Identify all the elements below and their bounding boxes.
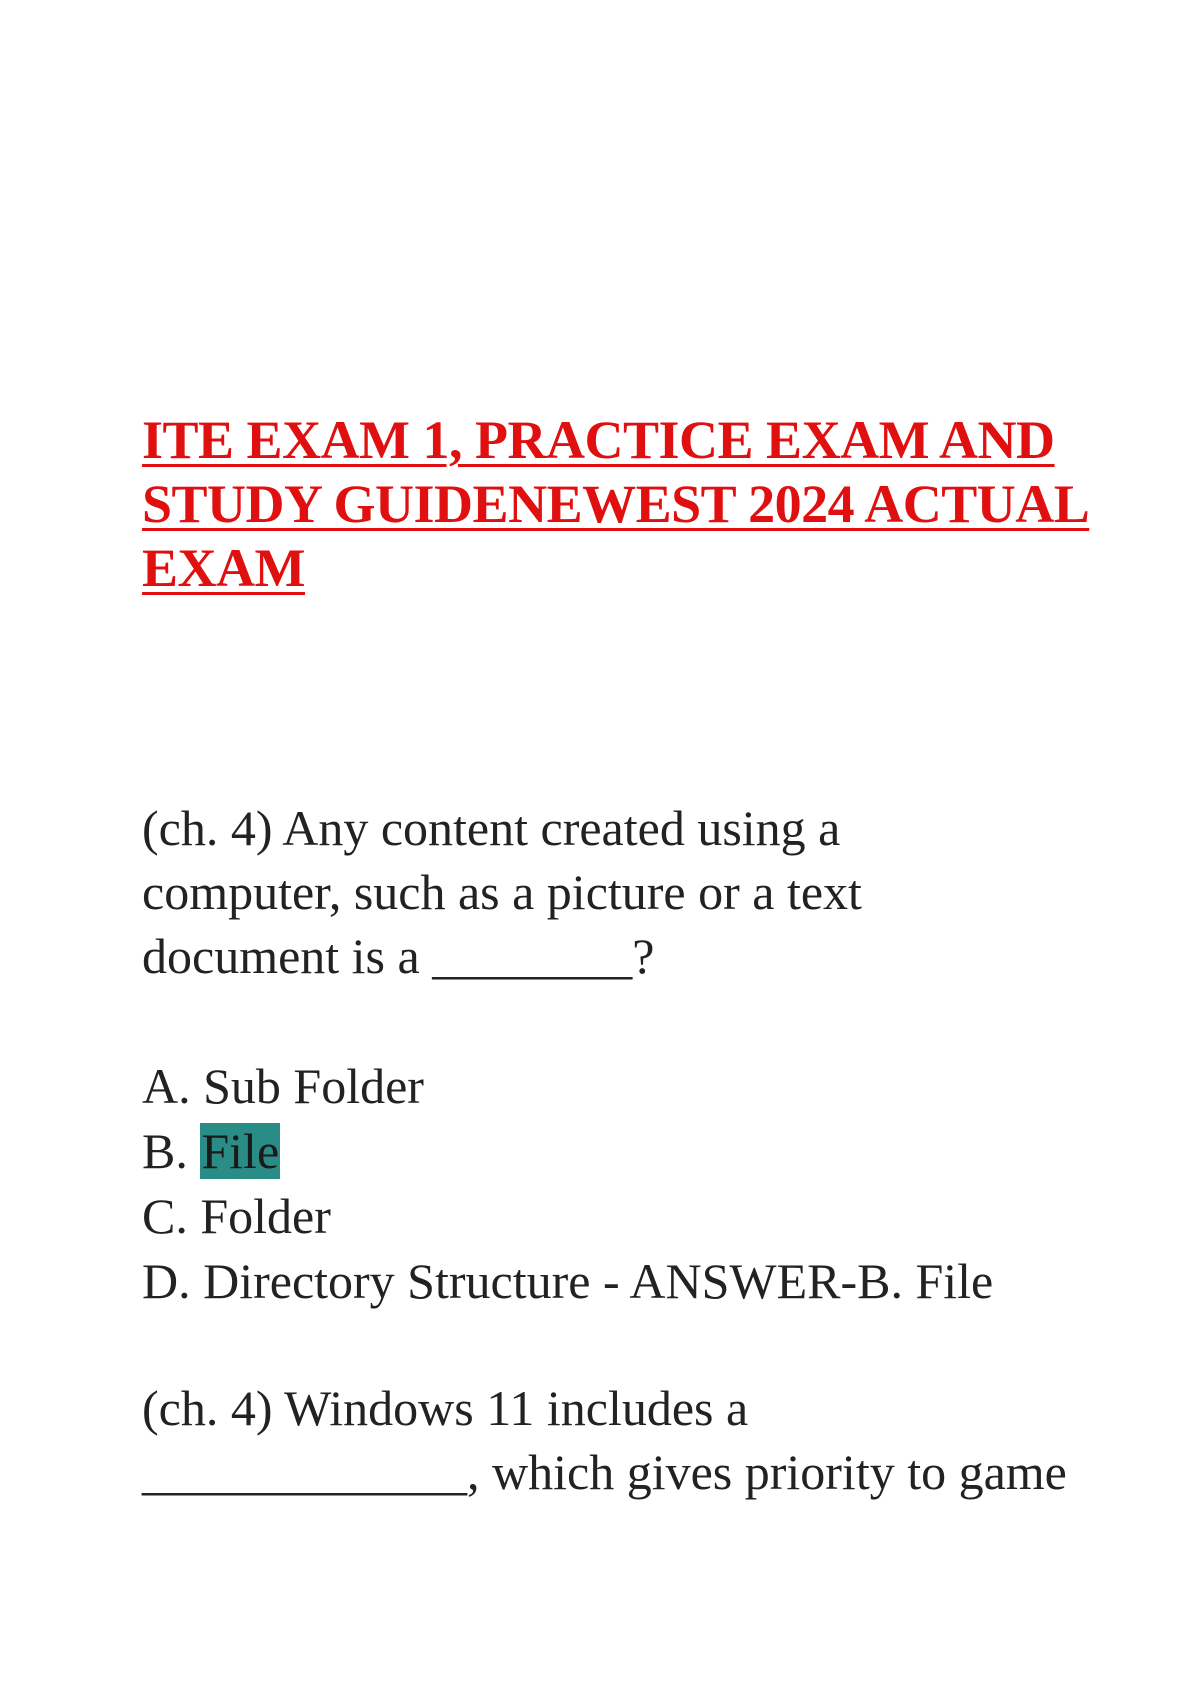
title-line: STUDY GUIDENEWEST 2024 ACTUAL xyxy=(142,474,1090,534)
option-a: A. Sub Folder xyxy=(142,1058,424,1114)
question-line: (ch. 4) Windows 11 includes a xyxy=(142,1380,749,1436)
document-title xyxy=(142,408,1090,600)
title-line: EXAM xyxy=(142,538,305,598)
question-line: computer, such as a picture or a text xyxy=(142,864,862,920)
question-1-options xyxy=(142,1054,1102,1314)
question-line: document is a ________? xyxy=(142,928,655,984)
option-b-prefix: B. xyxy=(142,1123,201,1179)
question-2-text xyxy=(142,1376,1102,1504)
option-b xyxy=(142,1119,1102,1184)
question-line: _____________, which gives priority to game xyxy=(142,1444,1067,1500)
option-c: C. Folder xyxy=(142,1188,331,1244)
question-1-text xyxy=(142,796,1102,988)
option-b-highlighted-text: File xyxy=(201,1123,280,1179)
option-d-with-answer: D. Directory Structure - ANSWER-B. File xyxy=(142,1253,994,1309)
title-line: ITE EXAM 1, PRACTICE EXAM AND xyxy=(142,410,1055,470)
question-line: (ch. 4) Any content created using a xyxy=(142,800,841,856)
